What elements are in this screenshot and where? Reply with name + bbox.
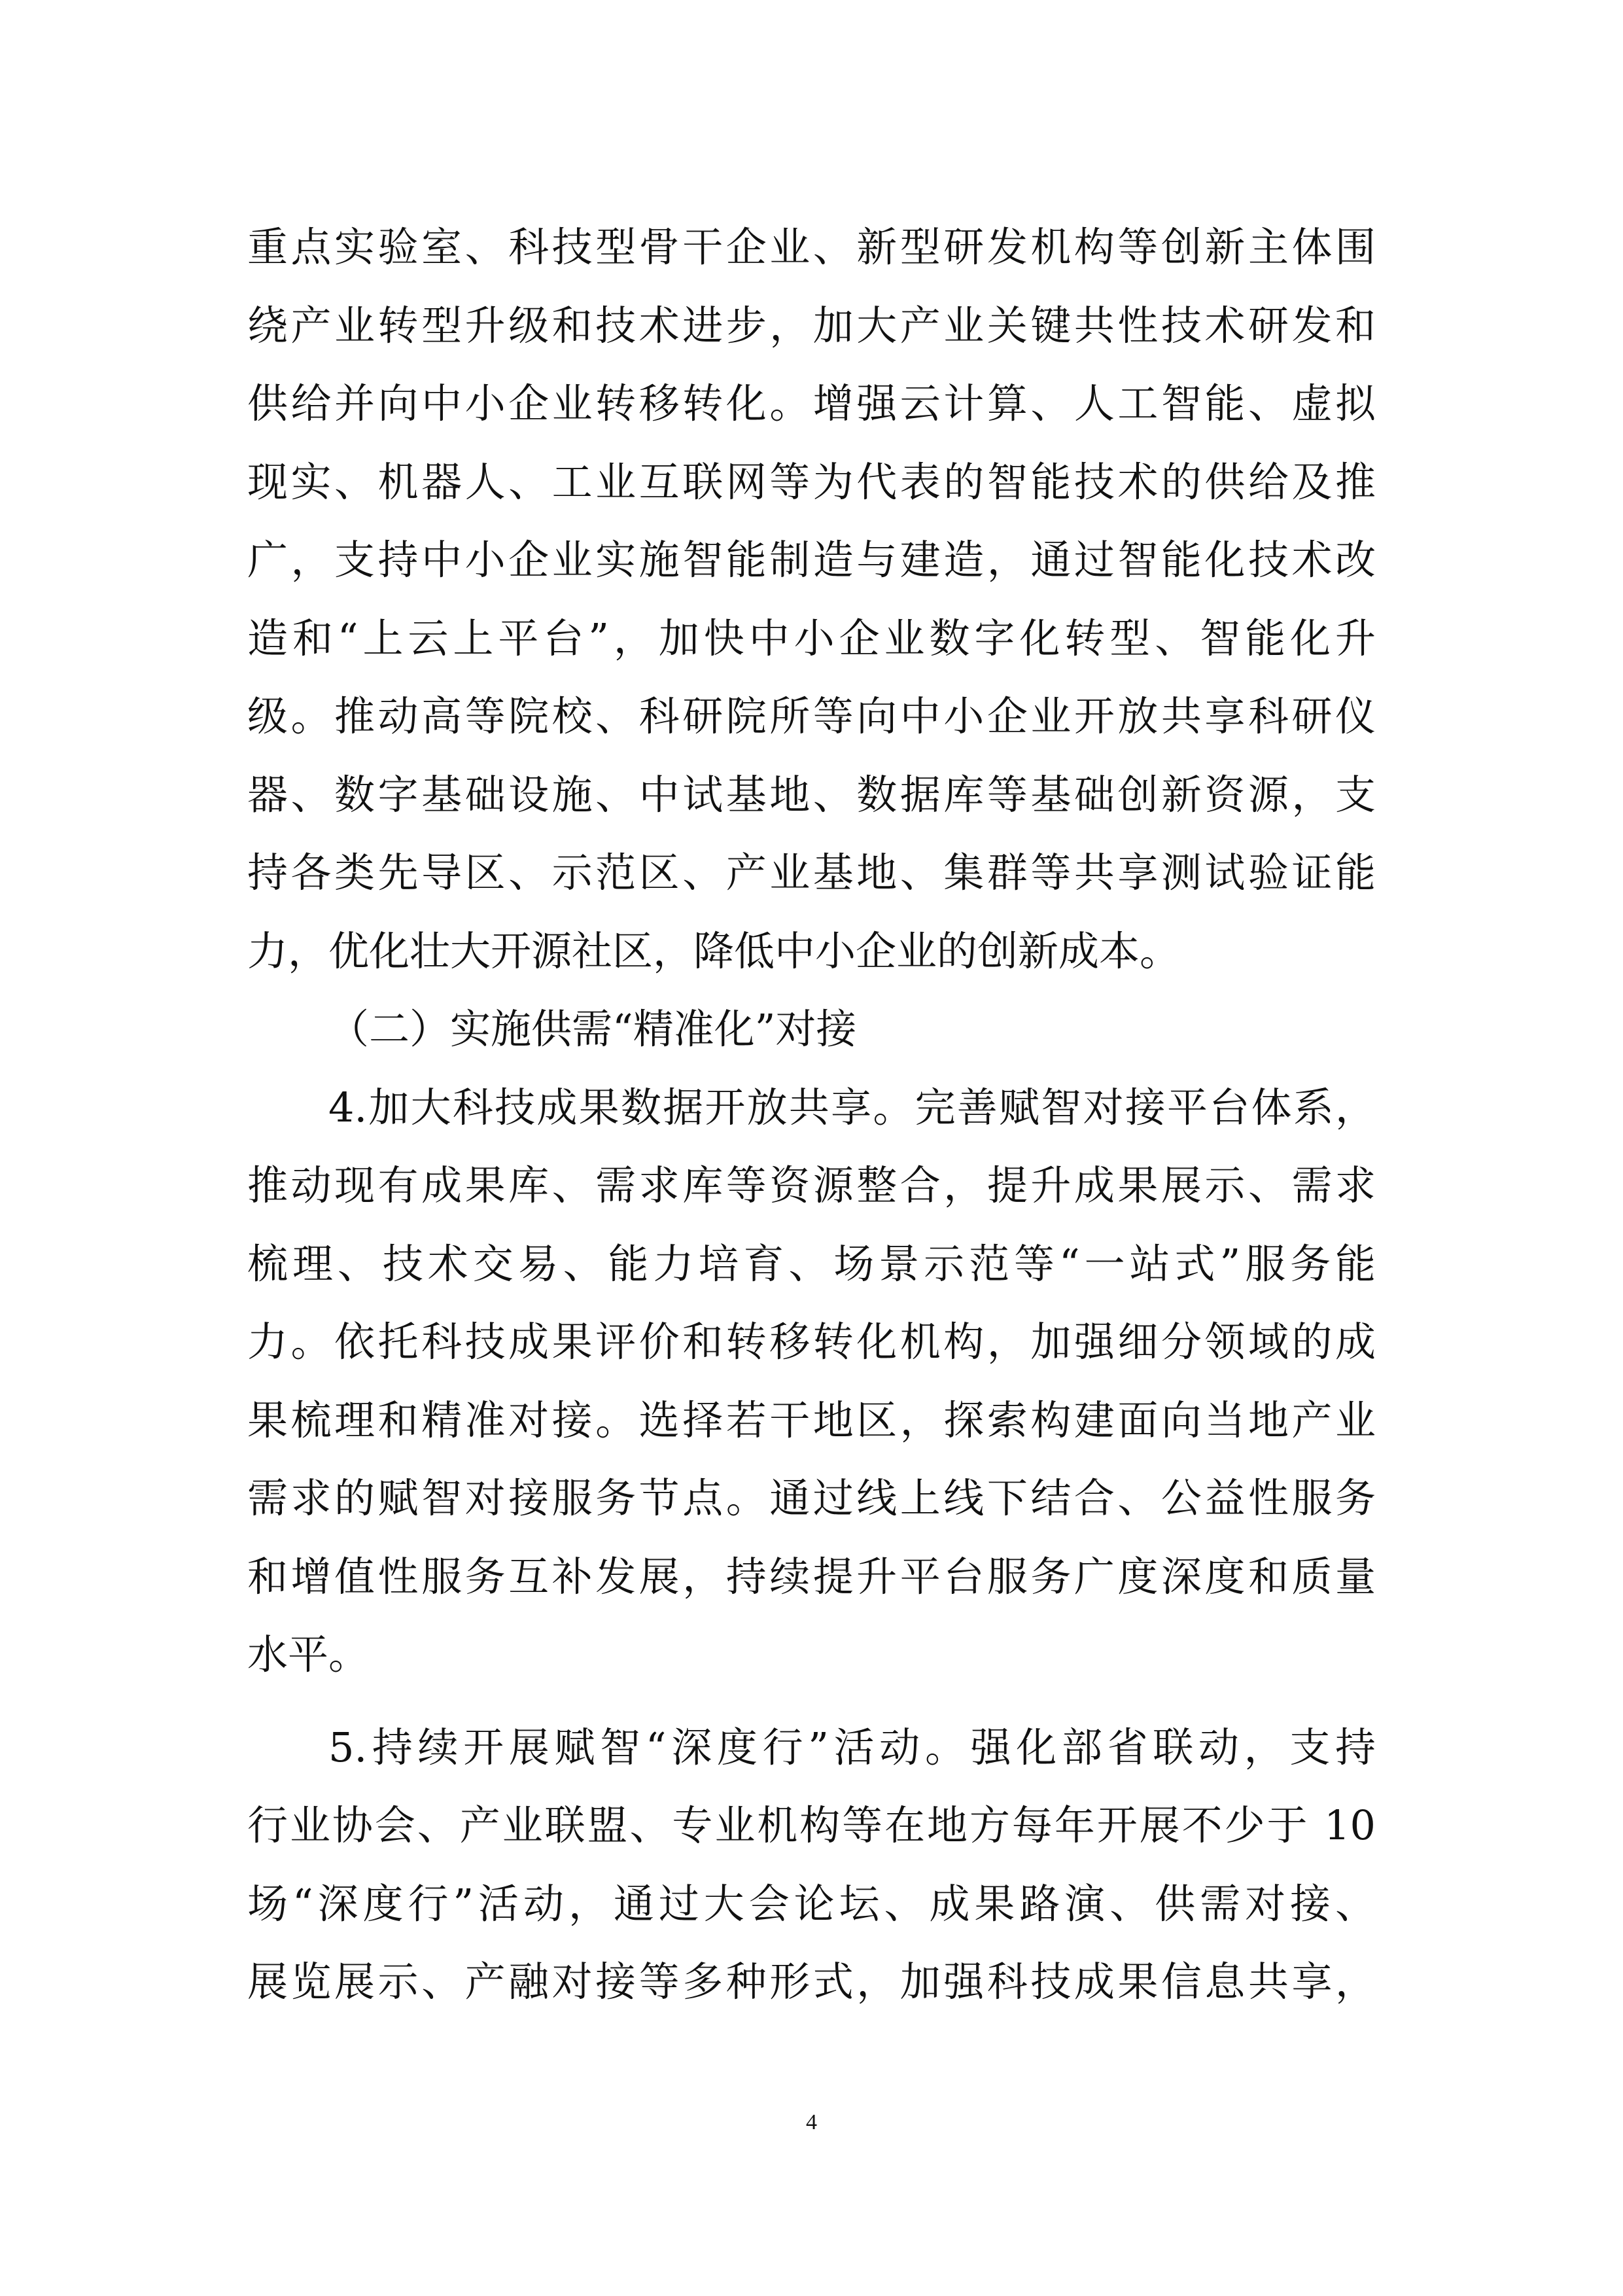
text-line: 场“深度行”活动，通过大会论坛、成果路演、供需对接、 bbox=[247, 1879, 1376, 1928]
section-heading: （二）实施供需“精准化”对接 bbox=[328, 1005, 857, 1053]
text-line: 器、数字基础设施、中试基地、数据库等基础创新资源，支 bbox=[247, 770, 1376, 819]
text-line: 持各类先导区、示范区、产业基地、集群等共享测试验证能 bbox=[247, 849, 1376, 896]
text-line: 力。依托科技成果评价和转移转化机构，加强细分领域的成 bbox=[247, 1318, 1376, 1366]
text-line: 4.加大科技成果数据开放共享。完善赋智对接平台体系， bbox=[328, 1083, 1376, 1131]
text-line: 广，支持中小企业实施智能制造与建造，通过智能化技术改 bbox=[247, 536, 1376, 584]
text-line: 造和“上云上平台”，加快中小企业数字化转型、智能化升 bbox=[247, 614, 1376, 662]
paragraph-item-4 bbox=[247, 1069, 1376, 1694]
text-line: 水平。 bbox=[247, 1631, 370, 1678]
text-line: 重点实验室、科技型骨干企业、新型研发机构等创新主体围 bbox=[247, 223, 1376, 271]
text-line: 绕产业转型升级和技术进步，加大产业关键共性技术研发和 bbox=[247, 301, 1376, 349]
document-body bbox=[247, 208, 1376, 2021]
paragraph-gap bbox=[247, 1694, 1376, 1708]
text-line: 力，优化壮大开源社区，降低中小企业的创新成本。 bbox=[247, 927, 1181, 975]
text-line: 行业协会、产业联盟、专业机构等在地方每年开展不少于 10 bbox=[247, 1801, 1376, 1849]
text-line: 展览展示、产融对接等多种形式，加强科技成果信息共享， bbox=[247, 1958, 1376, 2005]
paragraph-item-5 bbox=[247, 1708, 1376, 2021]
text-line: 供给并向中小企业转移转化。增强云计算、人工智能、虚拟 bbox=[247, 380, 1376, 427]
page-number: 4 bbox=[806, 2110, 817, 2134]
text-line: 和增值性服务互补发展，持续提升平台服务广度深度和质量 bbox=[247, 1552, 1376, 1600]
text-line: 需求的赋智对接服务节点。通过线上线下结合、公益性服务 bbox=[247, 1474, 1376, 1522]
text-line: 级。推动高等院校、科研院所等向中小企业开放共享科研仪 bbox=[247, 692, 1376, 740]
text-line: 果梳理和精准对接。选择若干地区，探索构建面向当地产业 bbox=[247, 1396, 1376, 1444]
text-line: 5.持续开展赋智“深度行”活动。强化部省联动，支持 bbox=[328, 1723, 1376, 1771]
text-line: 推动现有成果库、需求库等资源整合，提升成果展示、需求 bbox=[247, 1161, 1376, 1209]
text-line: 梳理、技术交易、能力培育、场景示范等“一站式”服务能 bbox=[247, 1239, 1376, 1288]
text-line: 现实、机器人、工业互联网等为代表的智能技术的供给及推 bbox=[247, 457, 1376, 506]
paragraph-innovation-resources bbox=[247, 208, 1376, 990]
